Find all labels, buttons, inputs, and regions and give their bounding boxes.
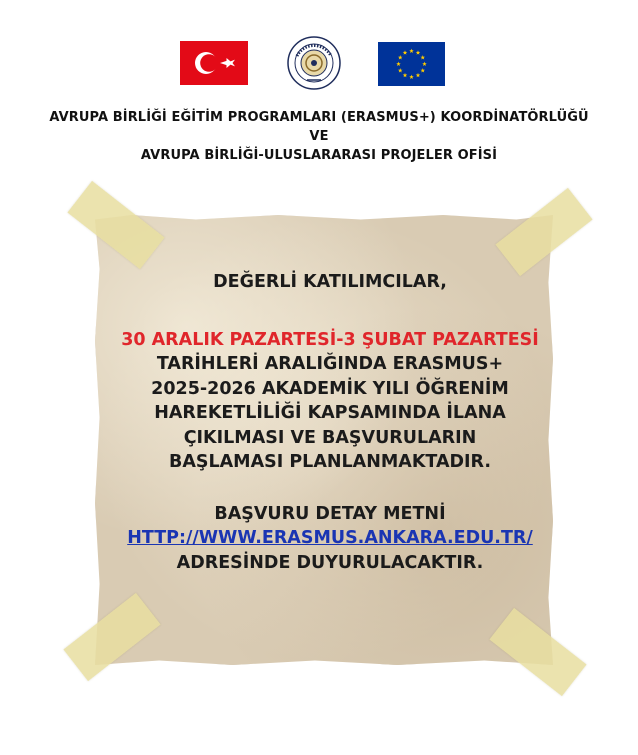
notice-closing: ADRESİNDE DUYURULACAKTIR. (176, 552, 484, 573)
notice-detail-label: BAŞVURU DETAY METNİ (214, 503, 446, 524)
notice-date-range: 30 ARALIK PAZARTESİ-3 ŞUBAT PAZARTESİ (121, 329, 539, 350)
spacer (95, 475, 565, 502)
office-heading (0, 108, 638, 165)
ankara-university-seal-icon (287, 36, 341, 90)
notice-greeting: DEĞERLİ KATILIMCILAR, (213, 272, 447, 292)
notice-body-line: ÇIKILMASI VE BAŞVURULARIN (183, 427, 477, 448)
heading-line-1: AVRUPA BİRLİĞİ EĞİTİM PROGRAMLARI (ERASMUS+) KOORDİNATÖRLÜĞÜ (49, 110, 589, 125)
erasmus-website-link[interactable]: HTTP://WWW.ERASMUS.ANKARA.EDU.TR/ (127, 528, 533, 548)
heading-line-3: AVRUPA BİRLİĞİ-ULUSLARARASI PROJELER OFİSİ (140, 148, 498, 163)
notice-body-line: BAŞLAMASI PLANLANMAKTADIR. (169, 452, 491, 472)
notice-body-line: TARİHLERİ ARALIĞINDA ERASMUS+ (156, 354, 504, 374)
turkey-flag-icon (180, 41, 248, 85)
notice-body-line: 2025-2026 AKADEMİK YILI ÖĞRENİM (151, 378, 509, 399)
heading-line-2: VE (309, 129, 329, 144)
eu-flag-icon (378, 42, 445, 86)
notice-body-line: HAREKETLİLİĞİ KAPSAMINDA İLANA (154, 403, 506, 423)
notice-content (95, 270, 565, 575)
logo-bar (0, 36, 638, 92)
